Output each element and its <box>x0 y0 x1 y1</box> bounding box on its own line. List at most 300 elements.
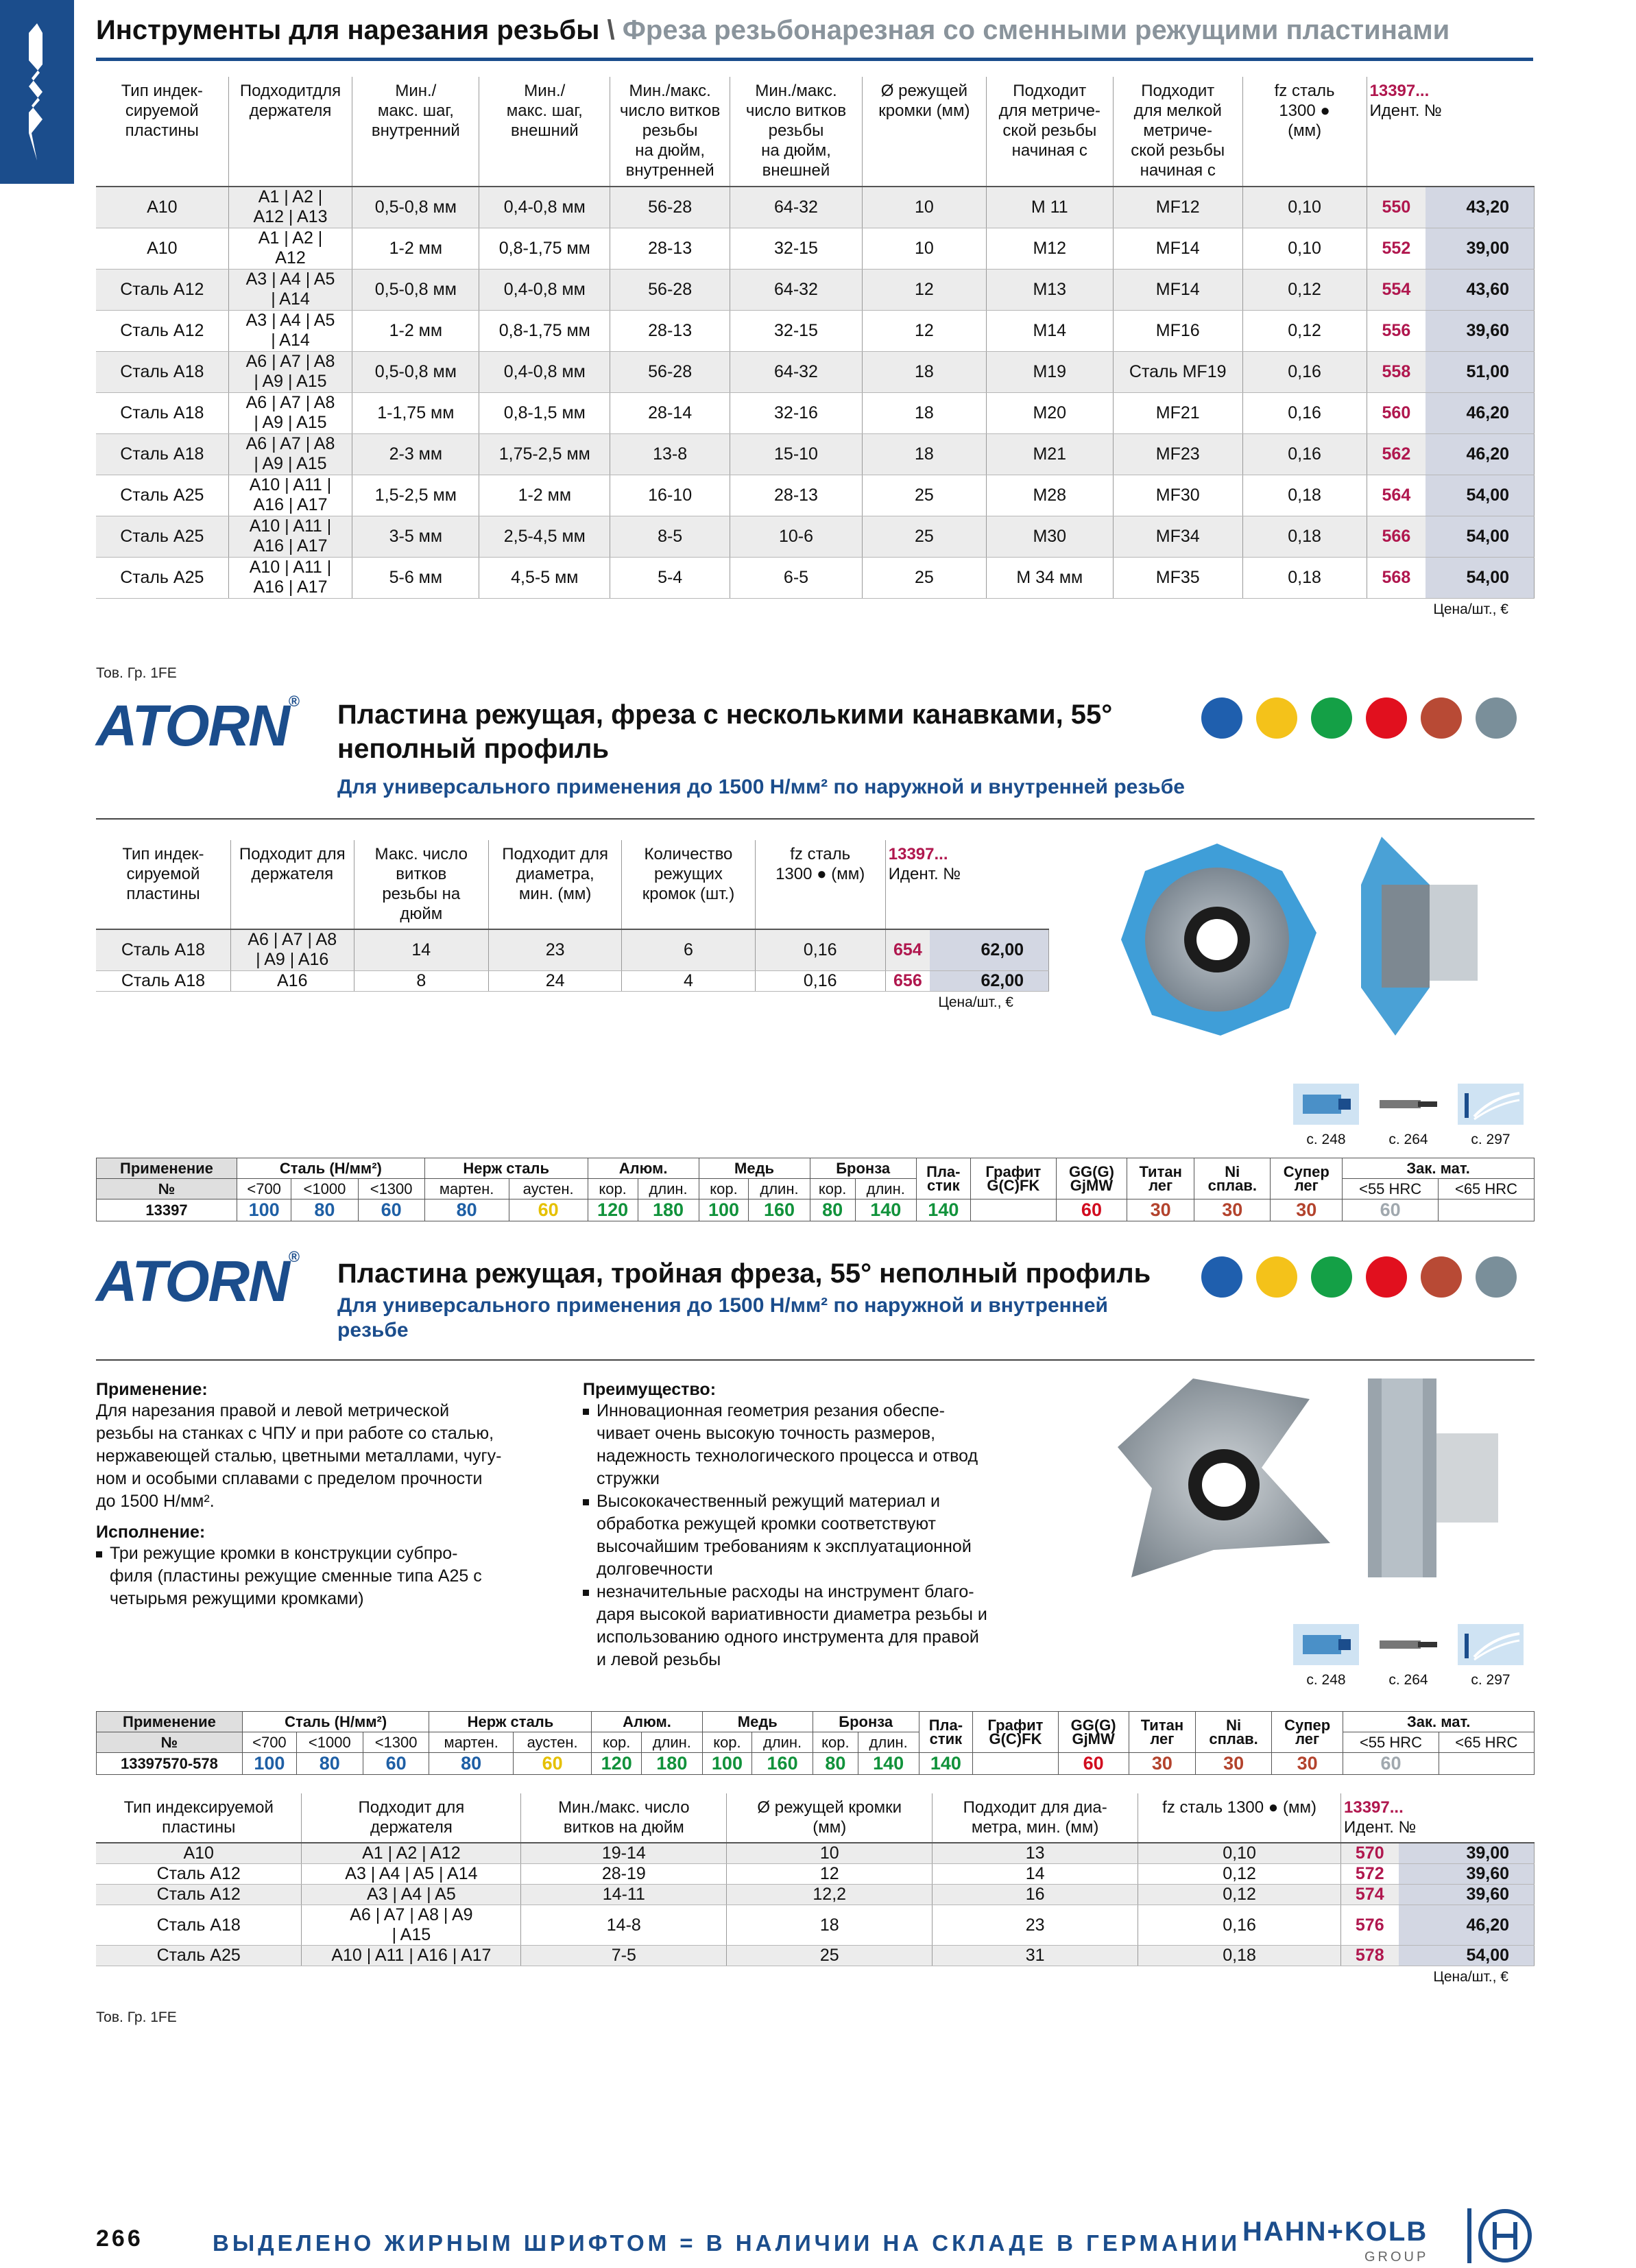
price-cell: 39,00 <box>1426 228 1534 269</box>
table-cell: 25 <box>863 557 987 598</box>
table-cell: A1 | A2 | A12 | A13 <box>228 187 352 228</box>
table-cell: 0,4-0,8 мм <box>479 187 610 228</box>
application-value <box>973 1753 1058 1775</box>
table-row <box>96 310 1535 351</box>
table-cell: A1 | A2 | A12 <box>302 1843 521 1864</box>
application-header: Нерж сталь <box>429 1712 592 1732</box>
table-cell: MF30 <box>1113 475 1242 516</box>
reference-link[interactable] <box>1458 1084 1524 1148</box>
table-cell: M30 <box>986 516 1113 557</box>
table-cell: 1,5-2,5 мм <box>352 475 479 516</box>
column-header: Подходит для диаметра, мин. (мм) <box>489 840 622 929</box>
section-tab <box>0 0 74 184</box>
column-header: Мин./макс. число витков резьбы на дюйм, внутренней <box>610 77 730 187</box>
price-cell: 39,60 <box>1399 1885 1535 1905</box>
table-cell: A6 | A7 | A8 | A9 | A16 <box>230 929 354 970</box>
table-cell: 5-6 мм <box>352 557 479 598</box>
table-cell: 0,16 <box>1242 433 1367 475</box>
price-cell: 54,00 <box>1426 475 1534 516</box>
table-cell: 32-15 <box>730 310 862 351</box>
article-id: 554 <box>1367 269 1426 310</box>
column-header: Ø режущей кромки (мм) <box>727 1793 933 1843</box>
application-value: 120 <box>592 1753 642 1775</box>
column-header: Тип индек- сируемой пластины <box>96 840 230 929</box>
article-id: 570 <box>1341 1843 1399 1864</box>
table-cell: 5-4 <box>610 557 730 598</box>
table-cell: 16 <box>933 1885 1138 1905</box>
table-cell: MF23 <box>1113 433 1242 475</box>
application-block <box>96 1380 549 1610</box>
application-value: 30 <box>1194 1199 1271 1221</box>
table-cell: 13 <box>933 1843 1138 1864</box>
table-cell: A10 | A11 | A16 | A17 <box>228 557 352 598</box>
application-header: Бронза <box>810 1158 916 1179</box>
application-header-row <box>97 1712 1535 1732</box>
application-value: 160 <box>749 1199 810 1221</box>
column-header: Мин./ макс. шаг, внешний <box>479 77 610 187</box>
application-subheader: мартен. <box>429 1732 513 1753</box>
table-cell: Сталь A25 <box>96 557 228 598</box>
info-chart-icon[interactable] <box>1458 1084 1524 1126</box>
table-cell: M21 <box>986 433 1113 475</box>
article-id: 550 <box>1367 187 1426 228</box>
table-cell: 0,8-1,5 мм <box>479 392 610 433</box>
application-subheader: <65 HRC <box>1439 1732 1534 1753</box>
table-cell: A3 | A4 | A5 | A14 <box>302 1864 521 1885</box>
table-cell: A10 | A11 | A16 | A17 <box>302 1946 521 1966</box>
application-values-row <box>97 1753 1535 1775</box>
table-cell: 2,5-4,5 мм <box>479 516 610 557</box>
table-cell: 1-2 мм <box>352 310 479 351</box>
table-cell: 12 <box>727 1864 933 1885</box>
list-item: Высококачественный режущий материал и обработка режущей кромки соответствуют высочайшим требованиям к эксплуатационной долговечности <box>583 1490 1063 1581</box>
application-header-row <box>97 1158 1535 1179</box>
column-header: Мин./макс. число витков резьбы на дюйм, внешней <box>730 77 862 187</box>
table-cell: 0,4-0,8 мм <box>479 269 610 310</box>
application-article: 13397 <box>97 1199 237 1221</box>
reference-page: с. 297 <box>1471 1672 1511 1688</box>
table-row <box>96 1864 1535 1885</box>
table-row <box>96 269 1535 310</box>
price-caption: Цена/шт., € <box>1433 601 1508 617</box>
table-cell: MF14 <box>1113 228 1242 269</box>
table-cell: 18 <box>863 433 987 475</box>
table-cell: 14 <box>933 1864 1138 1885</box>
price-cell: 62,00 <box>930 929 1048 970</box>
price-cell: 62,00 <box>930 970 1048 991</box>
column-header: fz сталь 1300 ● (мм) <box>1138 1793 1341 1843</box>
application-value: 60 <box>358 1199 424 1221</box>
table-cell: A3 | A4 | A5 <box>302 1885 521 1905</box>
application-value <box>1439 1753 1534 1775</box>
application-value: 140 <box>855 1199 916 1221</box>
table-cell: 0,8-1,75 мм <box>479 310 610 351</box>
table-cell: 12 <box>863 269 987 310</box>
application-text <box>96 1400 549 1513</box>
id-column-header: 13397... Идент. № <box>1344 1798 1417 1837</box>
application-value: 180 <box>641 1753 702 1775</box>
advantage-heading: Преимущество: <box>583 1380 717 1399</box>
color-dot <box>1256 1256 1297 1298</box>
application-line: резьбы на станках с ЧПУ и при работе со сталью, <box>96 1424 494 1443</box>
price-cell: 43,60 <box>1426 269 1534 310</box>
atorn-logo: ATORN® <box>96 693 299 758</box>
reference-link[interactable] <box>1458 1624 1524 1688</box>
table-cell: 23 <box>489 929 622 970</box>
tool-icon[interactable] <box>1375 1084 1441 1126</box>
reference-page: с. 297 <box>1471 1132 1511 1147</box>
table-row <box>96 228 1535 269</box>
list-item: Три режущие кромки в конструкции субпро- филя (пластины режущие сменные типа A25 с четырьмя режущими кромками) <box>96 1542 549 1610</box>
article-id: 556 <box>1367 310 1426 351</box>
application-subheader: длин. <box>749 1179 810 1199</box>
table-cell: 12,2 <box>727 1885 933 1905</box>
application-header: GG(G) GjMW <box>1056 1158 1127 1199</box>
table-cell: MF12 <box>1113 187 1242 228</box>
application-values-row <box>97 1199 1535 1221</box>
price-cell: 46,20 <box>1399 1905 1535 1946</box>
application-value <box>970 1199 1056 1221</box>
table-cell: 2-3 мм <box>352 433 479 475</box>
table-cell: 31 <box>933 1946 1138 1966</box>
reference-page: с. 248 <box>1306 1132 1346 1147</box>
table-cell: 0,18 <box>1242 475 1367 516</box>
page-title <box>96 15 1449 46</box>
list-item: Инновационная геометрия резания обеспе- чивает очень высокую точность размеров, надежность технологического процесса и отвод стружки <box>583 1400 1063 1490</box>
id-column-header: 13397... Идент. № <box>888 845 961 883</box>
table-cell: 28-19 <box>521 1864 727 1885</box>
color-dot <box>1421 697 1462 739</box>
table-row <box>96 557 1535 598</box>
table-cell: M 11 <box>986 187 1113 228</box>
application-value: 160 <box>752 1753 813 1775</box>
execution-heading: Исполнение: <box>96 1523 206 1542</box>
table-cell: 32-16 <box>730 392 862 433</box>
application-header: Сталь (Н/мм²) <box>237 1158 424 1179</box>
application-value: 60 <box>1343 1753 1439 1775</box>
application-subheader: <55 HRC <box>1343 1732 1439 1753</box>
application-subheader: № <box>97 1179 237 1199</box>
application-value: 120 <box>588 1199 638 1221</box>
triple-insert-image <box>1111 1372 1337 1584</box>
table-cell: 25 <box>727 1946 933 1966</box>
table-cell: 10-6 <box>730 516 862 557</box>
table-cell: 7-5 <box>521 1946 727 1966</box>
application-value: 180 <box>638 1199 699 1221</box>
table-cell: 18 <box>863 392 987 433</box>
table-cell: A6 | A7 | A8 | A9 | A15 <box>228 392 352 433</box>
column-header: Мин./ макс. шаг, внутренний <box>352 77 479 187</box>
table-cell: Сталь A25 <box>96 516 228 557</box>
table-cell: 32-15 <box>730 228 862 269</box>
application-value: 60 <box>1343 1199 1439 1221</box>
application-table <box>96 1711 1535 1775</box>
table-cell: Сталь A18 <box>96 970 230 991</box>
table-cell: 6-5 <box>730 557 862 598</box>
application-line: нержавеющей сталью, цветными металлами, чугу- <box>96 1446 502 1466</box>
table-cell: 0,10 <box>1138 1843 1341 1864</box>
table-cell: 0,18 <box>1242 516 1367 557</box>
application-value: 140 <box>916 1199 970 1221</box>
table-cell: 0,10 <box>1242 187 1367 228</box>
reference-link[interactable] <box>1293 1084 1359 1148</box>
table-cell: Сталь A12 <box>96 1885 302 1905</box>
table-cell: 14-11 <box>521 1885 727 1905</box>
application-subheader: длин. <box>752 1732 813 1753</box>
price-cell: 39,60 <box>1399 1864 1535 1885</box>
price-caption: Цена/шт., € <box>938 994 1013 1010</box>
table-cell: 0,16 <box>755 970 885 991</box>
table-cell: A10 | A11 | A16 | A17 <box>228 475 352 516</box>
application-value: 80 <box>429 1753 513 1775</box>
column-header: Подходит для мелкой метриче- ской резьбы начиная с <box>1113 77 1242 187</box>
application-subheader: длин. <box>638 1179 699 1199</box>
tool-icon[interactable] <box>1375 1624 1441 1667</box>
hk-emblem-icon <box>1467 2208 1536 2263</box>
application-value: 30 <box>1271 1199 1343 1221</box>
table-cell: 0,5-0,8 мм <box>352 187 479 228</box>
advantage-block <box>583 1380 1063 1671</box>
table-row <box>96 351 1535 392</box>
table-cell: 23 <box>933 1905 1138 1946</box>
table-cell: 1-1,75 мм <box>352 392 479 433</box>
table-cell: MF34 <box>1113 516 1242 557</box>
multi-groove-insert-table <box>96 840 1049 1011</box>
product2-title: Пластина режущая, тройная фреза, 55° неполный профиль <box>337 1258 1151 1289</box>
table-cell: A10 <box>96 1843 302 1864</box>
application-value: 80 <box>424 1199 509 1221</box>
id-column-header: 13397... Идент. № <box>1369 82 1442 120</box>
price-cell: 54,00 <box>1399 1946 1535 1966</box>
table-cell: M13 <box>986 269 1113 310</box>
table-cell: A6 | A7 | A8 | A9 | A15 <box>228 351 352 392</box>
application-table <box>96 1158 1535 1221</box>
application-value: 80 <box>810 1199 855 1221</box>
application-header: Алюм. <box>592 1712 702 1732</box>
table-cell: 28-13 <box>610 310 730 351</box>
application-subheader: <55 HRC <box>1343 1179 1439 1199</box>
table-cell: 10 <box>863 228 987 269</box>
table-row <box>96 475 1535 516</box>
application-subheader: аустен. <box>513 1732 592 1753</box>
application-value: 60 <box>1058 1753 1129 1775</box>
table-cell: 0,16 <box>1242 392 1367 433</box>
application-value: 30 <box>1196 1753 1272 1775</box>
article-id: 656 <box>885 970 930 991</box>
article-id: 558 <box>1367 351 1426 392</box>
table-cell: 10 <box>727 1843 933 1864</box>
triple-insert-side-image <box>1361 1372 1512 1584</box>
stock-note: ВЫДЕЛЕНО ЖИРНЫМ ШРИФТОМ = В НАЛИЧИИ НА СКЛАДЕ В ГЕРМАНИИ <box>213 2230 1241 2256</box>
table-cell: MF35 <box>1113 557 1242 598</box>
triple-insert-table <box>96 1793 1535 1985</box>
table-cell: 1-2 мм <box>352 228 479 269</box>
color-dot <box>1366 697 1407 739</box>
column-header: Подходит для держателя <box>302 1793 521 1843</box>
table-cell: 14 <box>354 929 488 970</box>
column-header: Подходит для диа- метра, мин. (мм) <box>933 1793 1138 1843</box>
column-header: Тип индек- сируемой пластины <box>96 77 228 187</box>
reference-link[interactable] <box>1375 1084 1441 1148</box>
column-header: Подходит для метриче- ской резьбы начиная с <box>986 77 1113 187</box>
table-cell: 64-32 <box>730 187 862 228</box>
article-id: 552 <box>1367 228 1426 269</box>
table-cell: 25 <box>863 516 987 557</box>
article-id: 654 <box>885 929 930 970</box>
application-value: 100 <box>237 1199 291 1221</box>
multi-groove-insert-image <box>1111 830 1323 1042</box>
application-value: 100 <box>702 1753 752 1775</box>
application-subheader: мартен. <box>424 1179 509 1199</box>
table-row <box>96 970 1049 991</box>
application-subheader: <700 <box>242 1732 296 1753</box>
color-dot <box>1311 697 1352 739</box>
table-cell: A1 | A2 | A12 <box>228 228 352 269</box>
table-cell: M14 <box>986 310 1113 351</box>
application-subheader: кор. <box>810 1179 855 1199</box>
application-header: Графит G(C)FK <box>973 1712 1058 1753</box>
application-header: Супер лег <box>1271 1158 1343 1199</box>
table-cell: Сталь A12 <box>96 310 228 351</box>
application-header: Медь <box>702 1712 813 1732</box>
price-cell: 46,20 <box>1426 433 1534 475</box>
table-cell: 0,18 <box>1242 557 1367 598</box>
table-row <box>96 1885 1535 1905</box>
table-cell: 1-2 мм <box>479 475 610 516</box>
table-cell: M12 <box>986 228 1113 269</box>
price-cell: 39,60 <box>1426 310 1534 351</box>
table-cell: MF21 <box>1113 392 1242 433</box>
table-cell: 13-8 <box>610 433 730 475</box>
table-row <box>96 392 1535 433</box>
price-cell: 54,00 <box>1426 516 1534 557</box>
table-cell: A6 | A7 | A8 | A9 | A15 <box>302 1905 521 1946</box>
table-cell: 0,8-1,75 мм <box>479 228 610 269</box>
application-subheader: кор. <box>592 1732 642 1753</box>
application-value: 30 <box>1127 1199 1194 1221</box>
table-row <box>96 929 1049 970</box>
list-item: незначительные расходы на инструмент благо- даря высокой вариативности диаметра резьбы и использованию одного инструмента для правой и левой резьбы <box>583 1581 1063 1671</box>
table-cell: 0,12 <box>1138 1864 1341 1885</box>
info-chart-icon[interactable] <box>1458 1624 1524 1667</box>
color-dot <box>1311 1256 1352 1298</box>
table-row <box>96 1946 1535 1966</box>
application-subheader: длин. <box>855 1179 916 1199</box>
column-header: fz сталь 1300 ● (мм) <box>1242 77 1367 187</box>
table-cell: 8 <box>354 970 488 991</box>
article-id: 568 <box>1367 557 1426 598</box>
application-header: Применение <box>97 1158 237 1179</box>
table-row <box>96 433 1535 475</box>
table-cell: 19-14 <box>521 1843 727 1864</box>
table-cell: A10 | A11 | A16 | A17 <box>228 516 352 557</box>
product-group-label: Тов. Гр. 1FE <box>96 665 177 681</box>
table-cell: Сталь A12 <box>96 1864 302 1885</box>
application-article: 13397570-578 <box>97 1753 243 1775</box>
application-value: 80 <box>296 1753 363 1775</box>
advantage-list <box>583 1400 1063 1671</box>
application-value: 100 <box>699 1199 749 1221</box>
page-title-main: Инструменты для нарезания резьбы <box>96 15 600 45</box>
table-cell: 14-8 <box>521 1905 727 1946</box>
color-dot <box>1366 1256 1407 1298</box>
table-cell: 64-32 <box>730 351 862 392</box>
table-cell: 0,16 <box>755 929 885 970</box>
table-cell: 18 <box>863 351 987 392</box>
application-subheader: длин. <box>858 1732 919 1753</box>
table-row <box>96 1905 1535 1946</box>
product2-subtitle: Для универсального применения до 1500 Н/мм² по наружной и внутренней резьбе <box>337 1294 1108 1341</box>
table-cell: 15-10 <box>730 433 862 475</box>
article-id: 564 <box>1367 475 1426 516</box>
page-number: 266 <box>96 2225 143 2252</box>
application-header: Ni сплав. <box>1194 1158 1271 1199</box>
page-title-sub: Фреза резьбонарезная со сменными режущими пластинами <box>622 15 1450 45</box>
table-cell: Сталь A18 <box>96 929 230 970</box>
table-cell: M19 <box>986 351 1113 392</box>
table-cell: 0,4-0,8 мм <box>479 351 610 392</box>
reference-link[interactable] <box>1293 1624 1359 1688</box>
reference-page: с. 248 <box>1306 1672 1346 1688</box>
application-header: Графит G(C)FK <box>970 1158 1056 1199</box>
application-header: GG(G) GjMW <box>1058 1712 1129 1753</box>
table-cell: Сталь A18 <box>96 351 228 392</box>
table-cell: Сталь A25 <box>96 475 228 516</box>
application-value: 30 <box>1271 1753 1343 1775</box>
table-cell: Сталь A18 <box>96 392 228 433</box>
table-cell: 0,18 <box>1138 1946 1341 1966</box>
application-value: 60 <box>509 1199 588 1221</box>
holder-icon[interactable] <box>1293 1624 1359 1667</box>
hahn-kolb-logo: HAHN+KOLB <box>1242 2217 1428 2247</box>
table-cell: 0,12 <box>1138 1885 1341 1905</box>
application-value: 100 <box>242 1753 296 1775</box>
color-dot <box>1476 697 1517 739</box>
table-cell: 64-32 <box>730 269 862 310</box>
price-cell: 46,20 <box>1426 392 1534 433</box>
table-cell: M 34 мм <box>986 557 1113 598</box>
price-cell: 54,00 <box>1426 557 1534 598</box>
application-header: Нерж сталь <box>424 1158 588 1179</box>
drill-icon <box>19 23 55 160</box>
color-dot <box>1476 1256 1517 1298</box>
table-cell: 28-14 <box>610 392 730 433</box>
table-cell: Сталь A25 <box>96 1946 302 1966</box>
column-header: Мин./макс. число витков на дюйм <box>521 1793 727 1843</box>
application-subheader: № <box>97 1732 243 1753</box>
table-cell: 25 <box>863 475 987 516</box>
holder-icon[interactable] <box>1293 1084 1359 1126</box>
reference-link[interactable] <box>1375 1624 1441 1688</box>
table-cell: 1,75-2,5 мм <box>479 433 610 475</box>
application-header: Титан лег <box>1129 1712 1196 1753</box>
table-cell: 0,5-0,8 мм <box>352 351 479 392</box>
application-value: 60 <box>363 1753 429 1775</box>
table-cell: 16-10 <box>610 475 730 516</box>
application-value: 60 <box>513 1753 592 1775</box>
table-cell: 56-28 <box>610 351 730 392</box>
reference-page: с. 264 <box>1388 1132 1428 1147</box>
application-value: 140 <box>919 1753 973 1775</box>
application-subheader: аустен. <box>509 1179 588 1199</box>
table-cell: 28-13 <box>730 475 862 516</box>
table-cell: MF14 <box>1113 269 1242 310</box>
application-header: Алюм. <box>588 1158 699 1179</box>
column-header: Тип индексируемой пластины <box>96 1793 302 1843</box>
table-cell: 0,5-0,8 мм <box>352 269 479 310</box>
price-cell: 51,00 <box>1426 351 1534 392</box>
section-rule <box>96 1359 1535 1361</box>
